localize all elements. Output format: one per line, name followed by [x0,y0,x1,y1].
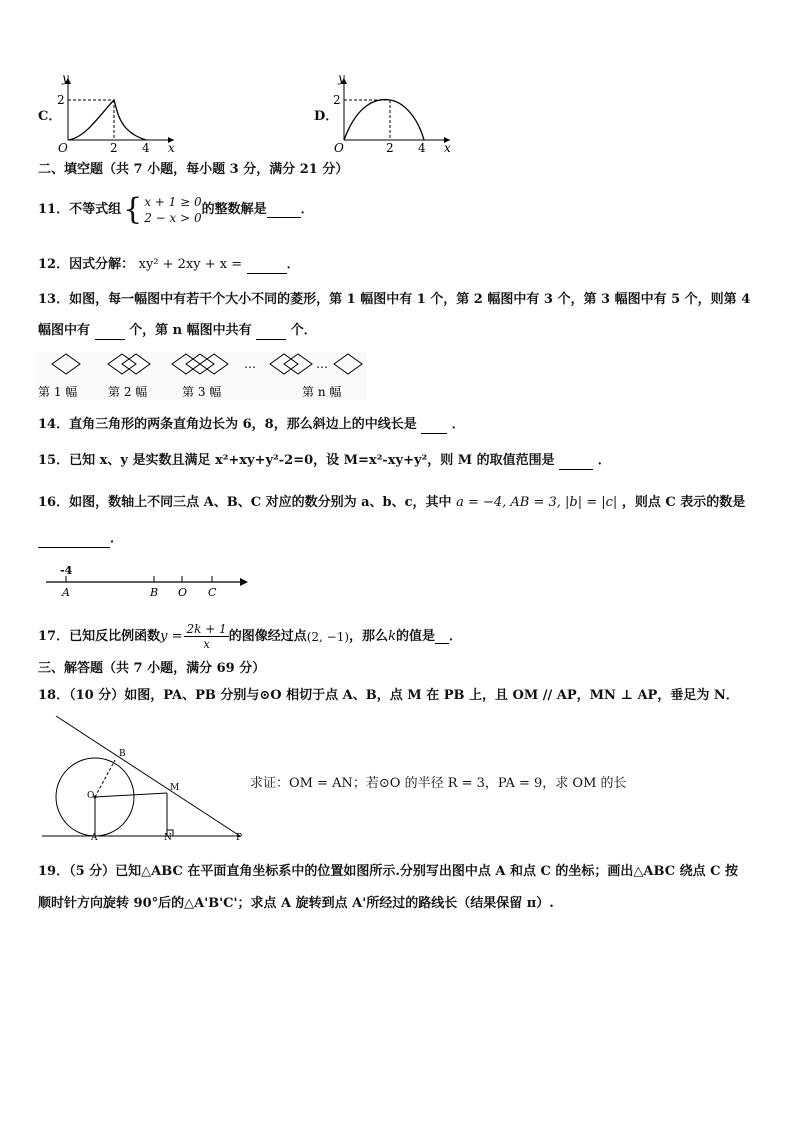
point-A: A [62,586,70,598]
q16-end: ． [110,531,124,546]
q16-suffix: ，则点 C 表示的数是 [621,495,746,510]
tick-x4: 4 [142,141,150,154]
answer-blank [435,629,449,644]
label-A: A [91,833,98,842]
fig-label-1: 第 1 幅 [38,385,78,399]
axis-y: y [62,72,69,85]
label-P: P [236,833,243,842]
inequality-system [144,194,201,226]
fig-label-3: 第 3 幅 [182,385,222,399]
q15-text: 15．已知 x、y 是实数且满足 x²+xy+y²-2=0，设 M=x²-xy+y²，则 M 的取值范围是 [38,453,555,468]
tick-minus4: -4 [60,564,73,577]
tangent-circle-figure [40,714,246,842]
q15-end: ． [597,453,611,468]
q16-condition: a = −4, AB = 3, |b| = |c| [456,495,618,510]
question-17: 17．已知反比例函数 y = $\frac{2k + 1}{x}$ 的图像经过点 (2, −1) ，那么 k 的值是 ． [38,622,462,651]
question-16 [38,494,745,512]
label-O: O [87,791,95,801]
point-C: C [208,586,217,598]
numerator: 2k + 1 [186,622,227,636]
ellipsis: … [244,357,256,371]
tick-x4: 4 [418,141,426,154]
answer-blank [38,533,110,548]
axis-x: x [444,141,451,154]
tick-2: 2 [57,93,65,107]
answer-blank-2 [256,325,286,340]
q17-y: y = [160,628,183,644]
point-O: O [178,586,188,598]
q18-proof-text: 求证：OM = AN；若⊙O 的半径 R = 3，PA = 9，求 OM 的长 [250,776,627,791]
fig-label-n: 第 n 幅 [302,385,342,399]
denominator: x [203,637,210,651]
q17-mid: 的图像经过点 [228,628,307,644]
answer-blank [247,259,287,274]
q13-part-a: 幅图中有 [38,323,91,338]
section-2-heading: 二、填空题（共 7 小题，每小题 3 分，满分 21 分） [38,162,349,177]
q17-post: ，那么 [349,628,389,644]
question-16-answer [38,530,123,548]
option-c-graph [56,72,186,154]
question-14 [38,416,465,434]
q13-part-c: 个． [290,323,317,338]
tick-x2: 2 [386,141,394,154]
ellipsis-2: … [316,357,328,371]
axis-x: x [168,141,175,154]
answer-blank [267,203,301,218]
question-11: 11．不等式组 { x + 1 ≥ 0 2 − x > 0 的整数解是 ． [38,192,314,227]
number-line [44,562,254,598]
question-19-line1: 19．（5 分）已知△ABC 在平面直角坐标系中的位置如图所示.分别写出图中点 A 和点 C 的坐标；画出△ABC 绕点 C 按 [38,864,738,879]
answer-blank-1 [95,325,125,340]
q11-prefix: 11．不等式组 [38,202,122,217]
answer-blank [421,419,447,434]
q12-expression: xy² + 2xy + x = [138,257,243,272]
question-13-line2 [38,322,317,340]
q11-suffix: 的整数解是 [201,202,267,217]
axis-y: y [338,72,345,85]
label-M: M [170,783,180,793]
q12-prefix: 12．因式分解： [38,257,135,272]
q16-prefix: 16．如图，数轴上不同三点 A、B、C 对应的数分别为 a、b、c，其中 [38,495,452,510]
rhombus-figure [36,352,368,402]
q14-end: ． [451,417,465,432]
inequality-2: 2 − x > 0 [144,211,202,225]
section-3-heading: 三、解答题（共 7 小题，满分 69 分） [38,661,266,676]
origin: O [334,141,344,154]
q14-text: 14．直角三角形的两条直角边长为 6，8，那么斜边上的中线长是 [38,417,417,432]
answer-blank [559,455,593,470]
tick-x2: 2 [110,141,118,154]
option-d-label: D． [314,109,339,124]
option-c-label: C． [38,109,62,124]
q17-point: (2, −1) [306,629,350,644]
fraction [184,622,228,651]
option-d-graph [332,72,462,154]
q13-part-b: 个，第 n 幅图中共有 [129,323,252,338]
question-18: 18．（10 分）如图，PA、PB 分别与⊙O 相切于点 A、B，点 M 在 PB 上，且 OM // AP，MN ⊥ AP，垂足为 N． [38,688,739,703]
inequality-1: x + 1 ≥ 0 [144,195,202,209]
q17-prefix: 17．已知反比例函数 [38,628,161,644]
q17-k: k [388,628,396,644]
q17-end: 的值是 [395,628,435,644]
label-B: B [119,749,126,759]
origin: O [58,141,68,154]
question-19-line2: 顺时针方向旋转 90°后的△A'B'C'；求点 A 旋转到点 A'所经过的路线长（结果保留 π）. [38,896,554,911]
point-B: B [150,586,159,598]
fig-label-2: 第 2 幅 [108,385,148,399]
question-13-line1: 13．如图，每一幅图中有若干个大小不同的菱形，第 1 幅图中有 1 个，第 2 幅图中有 3 个，第 3 幅图中有 5 个，则第 4 [38,292,751,307]
question-12: 12．因式分解： xy² + 2xy + x = ． [38,257,300,272]
brace: { [123,192,143,227]
question-15 [38,452,611,470]
tick-2: 2 [333,93,341,107]
label-N: N [164,833,172,842]
